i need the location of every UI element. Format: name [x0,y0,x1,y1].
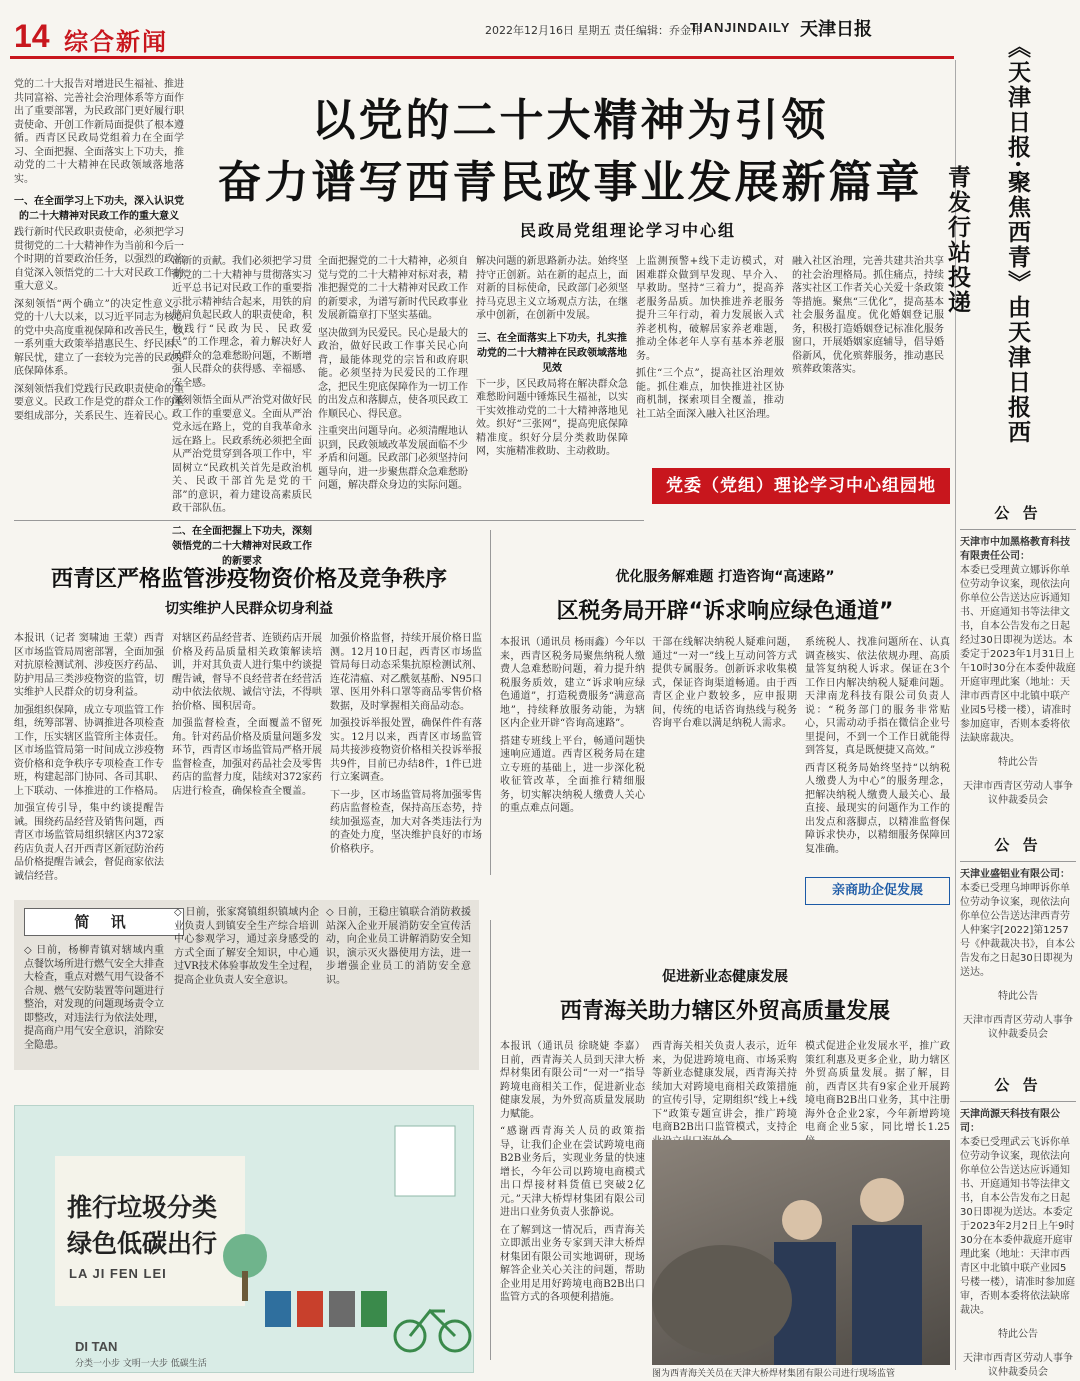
article3-kicker: 优化服务解难题 打造咨询“高速路” [615,569,835,585]
ad-headline-2: 绿色低碳出行 [67,1229,218,1258]
article2-col-3: 加强价格监督，持续开展价格日监测。12月10日起，西青区市场监管局每日动态采集抗原检测试剂、连花清瘟、对乙酰氨基酚、N95口罩、医用外科口罩等商品零售价格数据，及时掌握相关商品动态。 加强投诉举报处置，确保件件有落实。12月以来，西青区市场监管局共接涉疫物资价格相关投诉举报共9件，目前已办结8件，1件已进行立案调查。 下一步，区市场监管局将加强零售药店监督检查，保持高压态势，持续加强巡查，加大对各类违法行为的查处力度，坚决维护良好的市场价格秩序。 [330,633,482,855]
notice-1: 公 告 天津市中加黑格教育科技有限责任公司： 本委已受理黄立娜诉你单位劳动争议案，现依法向你单位公告送达应诉通知书、开庭通知书等法律文书，自本公告发布之日起经过30日即视为送达。本委定于2023年1月31日上午10时30分在本委仲裁庭开庭审理此案（地址：天津市西青区中北镇中联产业园5号楼一楼），请准时参加庭审，否则本委将依法缺席裁决。 特此公告 天津市西青区劳动人事争议仲裁委员会 [960,498,1076,808]
article2-col-2: 对辖区药品经营者、连锁药店开展价格及药品质量相关政策解读培训，并对其负责人进行集中约谈提醒告诫，督导不良经营者在经营活动中依法依规、诚信守法，不得哄抬价格、囤积居奇。 加强监督检查，全面覆盖不留死角。针对药品价格及质量问题多发环节，西青区市场监管局严格开展监督检查，加强对药品社会及零售药店的监督力度，陆续对372家药店进行检查，确保检查全覆盖。 [172,633,322,797]
article4-col-2: 西青海关相关负责人表示，近年来，为促进跨境电商、市场采购等新业态健康发展，西青海关持续加大对跨境电商相关政策措施的宣传引导，定期组织“线上+线下”政策专题宣讲会，推广跨境电商B2B出口监管模式，支持企 [652,1041,797,1133]
article2-title: 西青区严格监管涉疫物资价格及竞争秩序 [50,567,447,592]
article4-title: 西青海关助力辖区外贸高质量发展 [559,999,890,1024]
lead-subhead-3: 三、在全面落实上下功夫，扎实推动党的二十大精神在民政领域落地见效 [477,332,627,374]
article2-col-1: 本报讯（记者 窦啸迪 王蒙）西青区市场监管局周密部署，全面加强对抗原检测试剂、涉疫医疗药品、防护用品三类涉疫物资的监管，切实维护人民群众的切身利益。 加强组织保障，成立专项监管工作组，统筹部署、协调推进各项检查工作，压实辖区监管所主体责任。区市场监管局第一时间成立涉疫物资价格和竞争秩序专项检查工作专班，构建起部门协同、各司其职、上下联动、一体推进的工作格局。 加强宣传引导，集中约谈提醒告诫。围绕药品经营及销售问题，西青区市场监管局组织辖区内372家药店负责人召开西青区新冠防治药品价格提醒告诫会，督促商家依法诚信经营。 [14,633,164,882]
article3-col-3: 系统税人、找准问题所在、认真调查核实、依法依规办理、高质量答复纳税人诉求。保证在3个工作日内解决纳税人疑难问题。天津南龙科技有限公司负责人说：“税务部门的服务非常贴心，只需动动手指在微信企业号里提问，不到一个工作日就能得到答复，真是既便捷又高效。” 西青区税务局始终坚持“以纳税人缴费人为中心”的服务理念，把解决纳税人缴费人最关心、最直接、最现实的问题作为工作的出发点和落脚点，以精准监督保障诉求快办，以精细服务保障回复准确。 [805,637,950,855]
article3-title: 区税务局开辟“诉求响应绿色通道” [556,599,894,624]
article4-col-1: 本报讯（通讯员 徐晓婕 李嘉）日前，西青海关人员到天津大桥焊材集团有限公司“一对一”指导跨境电商相关工作，促进新业态健康发展，为外贸高质量发展助力赋能。 “感谢西青海关人员的政策指导，让我们企业在尝试跨境电商B2B业务后，实现业务量的快速增长，今年公司以跨境电商模式出口焊接材料货值已突破2亿元。”天津大桥焊材集团有限公司进出口业务负责人张静说。 在了解到这一情况后，西青海关立即派出业务专家到天津大桥焊材集团有限公司实地调研，现场解答企业关心关注的问题，帮助企业用足用好跨境电商B2B出口监管方式的各项便利措施。 [500,1041,645,1303]
brief-col-1: ◇ 日前，杨柳青镇对辖域内重点餐饮场所进行燃气安全大排查大检查，重点对燃气用气设备不合规、燃气安防装置等问题进行整治，对发现的问题现场责令立即整改，对违法行为依法处理，提高商户用气安全意识，消除安全隐患。 [24,945,164,1051]
header-rule [10,56,954,59]
customs-inspection-photo [652,1140,950,1365]
brief-col-3: ◇ 日前，王稳庄镇联合消防救援站深入企业开展消防安全宣传活动，向企业员工讲解消防安全知识，演示灭火器使用方法，进一步增强企业员工的消防安全意识。 [326,907,471,986]
delivery-banner: 《天津日报·聚焦西青》由天津日报西青发行站投递 [944,34,1031,445]
lead-intro: 党的二十大报告对增进民生福祉、推进共同富裕、完善社会治理体系等方面作出了重要部署，为民政部门更好履行职责使命、开创工作新局面提供了根本遵循。西青区民政局党组着力在全面学习、全面把握、全面落实上下功夫，推动党的二十大精神在民政领域落地落实。 一、在全面学习上下功夫，深入认识党的二十大精神对民政工作的重大意义 践行新时代民政职责使命，必须把学习贯彻党的二十大精神作为当前和今后一个时期的首要政治任务，以强烈的政治自觉深入领悟党的二十大对民政工作的重大意义。 深刻领悟“两个确立”的决定性意义。党的十八大以来，以习近平同志为核心的党中央高度重视保障和改善民生，以一系列重大政策举措惠民生、纾民困、解民忧，建立了一套较为完善的民政兜底保障体系。 深刻领悟我们党践行民政职责使命的重要意义。民政工作是党的群众工作的重要组成部分，关系民生、连着民心。 [14,79,184,422]
briefs-heading: 简 讯 [24,908,184,936]
article3-col-1: 本报讯（通讯员 杨雨鑫）今年以来，西青区税务局聚焦纳税人缴费人急难愁盼问题，着力提升纳税服务质效，建立“诉求响应绿色通道”，打造税费服务“满意高地”，持续释放服务动能，为辖区内企业开辟“咨询高速路”。 搭建专班线上平台，畅通问题快速响应通道。西青区税务局在建立专班的基础上，进一步深化税收征管改革，全面推行精细服务，切实解决纳税人缴费人关心的重点难点问题。 [500,637,645,814]
page-header [0,0,1080,62]
notice-heading: 公 告 [960,1070,1076,1102]
officer-head [860,1178,904,1222]
article4-col-3: 模式促进企业发展水平，推广政策红利惠及更多企业，助力辖区外贸高质量发展。据了解，目前，西青区共有9家企业开展跨境电商B2B出口业务，其中注册海外仓企业2家，今年新增跨境电商企业5家，同比增长1.25 [805,1041,950,1133]
pro-business-logo: 亲商助企促发展 [805,877,950,905]
section-title: 综合新闻 [64,28,168,56]
lead-col-6: 融入社区治理，完善共建共治共享的社会治理格局。抓住痛点，持续落实社区工作者关心关爱十条政策等措施。聚焦“三优化”，提高基本社会服务温度。优化婚姻登记服务，积极打造婚姻登记标准化服务窗口，开展婚姻家庭辅导，倡导婚俗新风，优化殡葬服务，推动惠民殡葬政策落实。 [792,256,944,375]
notice-3: 公 告 天津尚源天科技有限公司： 本委已受理武云飞诉你单位劳动争议案，现依法向你单位公告送达应诉通知书、开庭通知书等法律文书，自本公告发布之日起30日即视为送达。本委定于2023年2月2日上午9时30分在本委仲裁庭开庭审理此案（地址：天津市西青区中北镇中联产业园5号楼一楼），请准时参加庭审，否则本委将依法缺席裁决。 特此公告 天津市西青区劳动人事争议仲裁委员会 [960,1070,1076,1380]
lead-subhead-2: 二、在全面把握上下功夫，深刻领悟党的二十大精神对民政工作的新要求 [172,525,312,567]
issue-meta: 2022年12月16日 星期五 责任编辑：乔金伟 [485,24,702,37]
recycle-bins-icon [265,1291,387,1327]
lead-col-5: 上监测预警+线下走访模式，对困难群众做到早发现、早介入、早救助。坚持“三着力”，提高养老服务品质。加快推进养老服务提升三年行动，着力发展嵌入式养老机构，破解居家养老难题，推动全体老年人享有基本养老服务。 抓住“三个点”，提高社区治理效能。抓住难点，加快推进社区协商机制，探索项目全覆盖，推动社工站全面深入融入社区治理。 [636,256,784,420]
officer-head [782,1200,822,1240]
news-briefs [14,900,479,1070]
divider [490,530,491,875]
lead-headline: 以党的二十大精神为引领 奋力谱写西青民政事业发展新篇章 [217,95,923,208]
ad-headline-1: 推行垃圾分类 [67,1193,218,1222]
photo-illustration [652,1140,950,1365]
article3-col-2: 干部在线解决纳税人疑难问题，通过“一对一”线上互动问答方式提供专属服务。创新诉求收集模式，保证咨询渠道畅通。由于西青区企业户数较多，应申报期间，传统的电话咨询热线与税务咨询平台难以满足纳税人需求。 [652,637,797,729]
photo-caption: 图为西青海关关员在天津大桥焊材集团有限公司进行现场监管 [652,1369,896,1379]
bicycle-icon [395,1311,470,1351]
ad-pinyin: LA JI FEN LEI [69,1266,167,1281]
page-number: 14 [14,18,50,54]
notice-2: 公 告 天津业盛铝业有限公司： 本委已受理乌坤呷诉你单位劳动争议案，现依法向你单位公告送达津西青劳人仲案字[2022]第1257号《仲裁裁决书》，自本公告发布之日起30日即视为送达。 特此公告 天津市西青区劳动人事争议仲裁委员会 [960,830,1076,1042]
garbage-sorting-ad [14,1105,474,1373]
paper-logo: 天津日报 [800,19,872,40]
ad-brand: DI TAN [75,1339,118,1354]
lead-col-2: 出新的贡献。我们必须把学习贯彻党的二十大精神与贯彻落实习近平总书记对民政工作的重要指示批示精神结合起来，用铁的肩膀肩负起民政人的职责使命，积极践行“民政为民、民政爱民”的工作理念，着力解决好人民群众的急难愁盼问题，不断增强人民群众的获得感、幸福感、安全感。 深刻领悟全面从严治党对做好民政工作的重要意义。全面从严治党永远在路上，党的自我革命永远在路上。民政系统必须把全面从严治党贯穿到各项工作中，牢固树立“民政机关首先是政治机关、民政干部首先是党的干部”的意识，着力建设高素质民政干部队伍。 二、在全面把握上下功夫，深刻领悟党的二十大精神对民政工作的新要求 [172,256,312,567]
notice-heading: 公 告 [960,830,1076,862]
lead-col-3: 全面把握党的二十大精神，必须自觉与党的二十大精神对标对表，精准把握党的二十大精神对民政工作的新要求，为谱写新时代民政事业发展新篇章打下坚实基础。 坚决做到为民爱民。民心是最大的政治，做好民政工作事关民心向背，最能体现党的宗旨和政府职能。必须坚持为民爱民的工作理念，把民生兜底保障作为一切工作的出发点和落脚点，使各项民政工作顺民心、得民意。 注重突出问题导向。必须清醒地认识到，民政领域改革发展面临不少矛盾和问题。民政部门必须坚持问题导向，进一步聚焦群众急难愁盼问题，解决群众身边的实际问题。 [318,256,468,491]
article4-kicker: 促进新业态健康发展 [662,969,788,985]
article2-subtitle: 切实维护人民群众切身利益 [165,601,333,617]
divider [14,520,644,521]
notice-heading: 公 告 [960,498,1076,530]
ad-tag [395,1126,455,1196]
divider [490,920,491,1360]
officer-uniform [852,1225,922,1365]
lead-subhead-1: 一、在全面学习上下功夫，深入认识党的二十大精神对民政工作的重大意义 [14,196,184,222]
wire-coil [652,1245,792,1355]
lead-byline: 民政局党组理论学习中心组 [520,221,737,240]
lead-col-4: 解决问题的新思路新办法。始终坚持守正创新。站在新的起点上，面对新的目标使命，民政部门必须坚持马克思主义立场观点方法，在继承中创新，在创新中发展。 三、在全面落实上下功夫，扎实推动党的二十大精神在民政领域落地见效 下一步，区民政局将在解决群众急难愁盼问题中锤炼民生福祉，以实干实效推动党的二十大精神落地见效。织好“三张网”，提高兜底保障精准度。织好分层分类救助保障网，实施精准救助、主动救助。 [476,256,628,457]
brief-col-2: ◇ 日前，张家窝镇组织镇域内企业负责人到镇安全生产综合培训中心参观学习，通过亲身感受的方式全面了解安全知识，中心通过VR技术体验事故发生全过程，提高企业负责人安全意识。 [174,907,319,986]
theory-column-banner: 党委（党组）理论学习中心组园地 [652,468,950,504]
paper-name-en: TIANJINDAILY [690,20,791,35]
ad-slogan: 分类一小步 文明一大步 低碳生活 [75,1359,207,1369]
